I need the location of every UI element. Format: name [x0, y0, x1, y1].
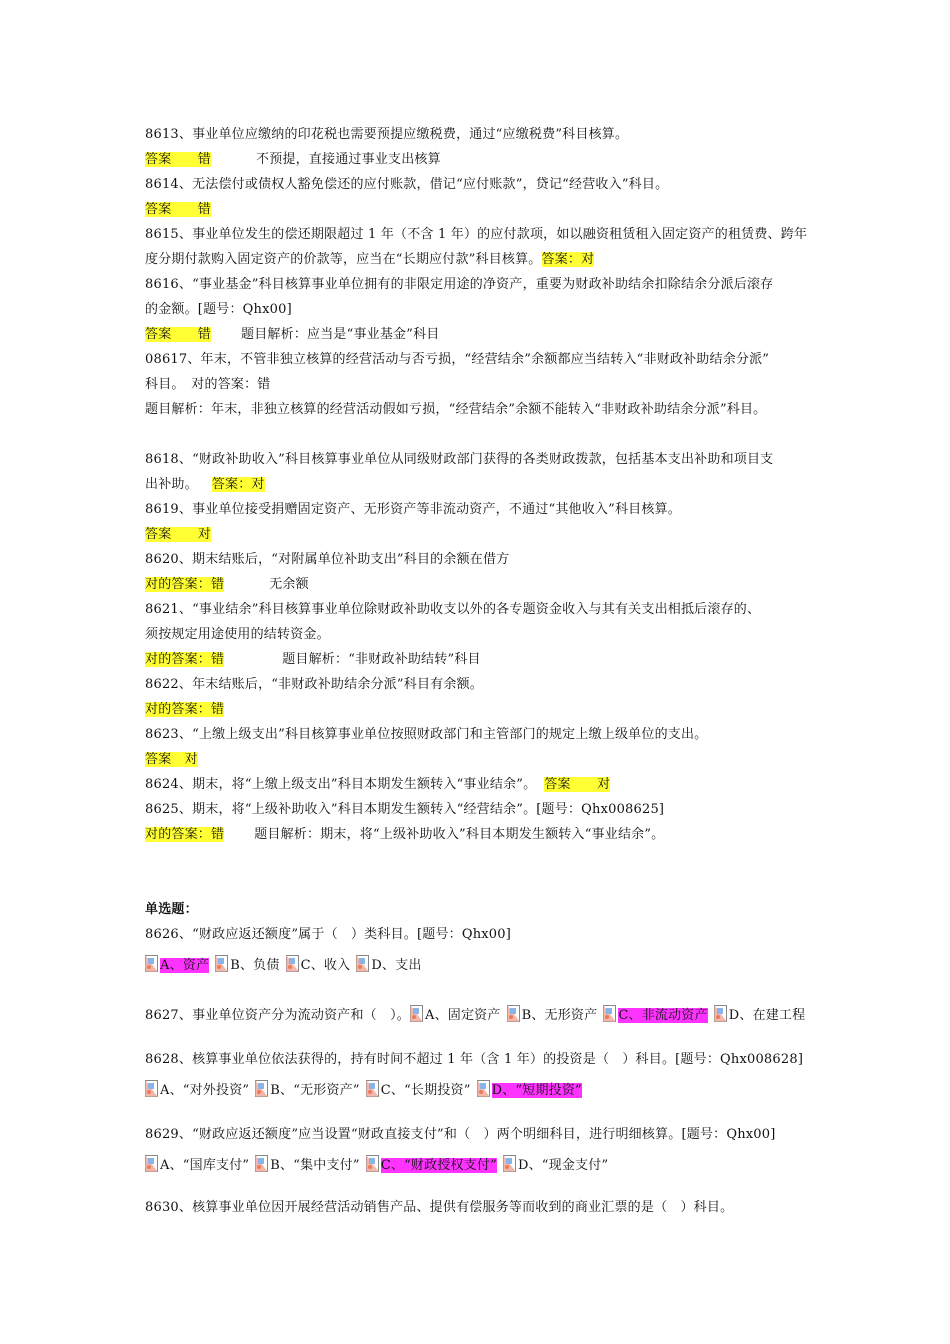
answer-badge: 答案 错 [145, 202, 212, 217]
section-title: 单选题： [145, 902, 198, 917]
option-d[interactable]: D、“现金支付” [517, 1158, 609, 1173]
answer-note: 题目解析：期末，将“上级补助收入”科目本期发生额转入“事业结余”。 [254, 827, 665, 842]
question-text: 08617、年末，不管非独立核算的经营活动与否亏损，“经营结余”余额都应当结转入“非财政补助结余分派” [145, 352, 770, 367]
answer-note: 不预提，直接通过事业支出核算 [256, 152, 441, 167]
question-8617-line1 [145, 351, 769, 369]
answer-line-8623 [145, 751, 198, 769]
answer-badge: 对的答案：错 [145, 827, 225, 842]
broken-image-icon [286, 955, 300, 973]
question-text: 8614、无法偿付或债权人豁免偿还的应付账款，借记“应付账款”，贷记“经营收入”科目。 [145, 177, 669, 192]
option-b[interactable]: B、“无形资产” [270, 1083, 360, 1098]
question-text: 科目。 对的答案：错 [145, 377, 271, 392]
question-text: 8630、核算事业单位因开展经营活动销售产品、提供有偿服务等而收到的商业汇票的是（ ）科目。 [145, 1200, 734, 1215]
question-8630 [145, 1199, 733, 1217]
question-8628 [145, 1051, 803, 1069]
answer-note: 无余额 [269, 577, 309, 592]
question-8626 [145, 926, 511, 944]
question-8616-line1 [145, 276, 773, 294]
option-a[interactable]: A、固定资产 [424, 1008, 501, 1023]
option-b[interactable]: B、无形资产 [521, 1008, 598, 1023]
broken-image-icon [145, 1155, 159, 1173]
question-8624 [145, 776, 610, 794]
question-8618-line1 [145, 451, 773, 469]
question-text: 8615、事业单位发生的偿还期限超过 1 年（不含 1 年）的应付款项，如以融资租赁租入固定资产的租赁费、跨年 [145, 227, 808, 242]
question-8621-line2 [145, 626, 330, 644]
answer-line-8622 [145, 701, 224, 719]
broken-image-icon [255, 1155, 269, 1173]
question-text: 度分期付款购入固定资产的价款等，应当在“长期应付款”科目核算。 [145, 252, 542, 267]
answer-badge: 答案 对 [145, 752, 198, 767]
answer-badge: 对的答案：错 [145, 702, 225, 717]
question-8615-line1 [145, 226, 807, 244]
question-8627 [145, 1001, 805, 1031]
answer-badge: 答案 对 [145, 527, 212, 542]
question-text: 8620、期末结账后，“对附属单位补助支出”科目的余额在借方 [145, 552, 510, 567]
question-text: 须按规定用途使用的结转资金。 [145, 627, 330, 642]
question-8614 [145, 176, 668, 194]
question-8619 [145, 501, 681, 519]
option-a[interactable]: A、“对外投资” [160, 1083, 250, 1098]
option-d[interactable]: D、“短期投资” [491, 1083, 582, 1098]
option-d[interactable]: D、在建工程 [728, 1008, 806, 1023]
question-8616-line2 [145, 301, 292, 319]
option-b[interactable]: B、负债 [230, 958, 280, 973]
question-text: 8618、“财政补助收入”科目核算事业单位从同级财政部门获得的各类财政拨款，包括基本支出补助和项目支 [145, 452, 774, 467]
answer-badge: 对的答案：错 [145, 652, 225, 667]
question-8622 [145, 676, 483, 694]
option-d[interactable]: D、支出 [371, 958, 422, 973]
answer-badge: 对的答案：错 [145, 577, 225, 592]
answer-badge: 答案：对 [541, 252, 595, 267]
question-text: 8621、“事业结余”科目核算事业单位除财政补助收支以外的各专题资金收入与其有关支出相抵后滚存的、 [145, 602, 761, 617]
answer-line-8619 [145, 526, 211, 544]
question-text: 8623、“上缴上级支出”科目核算事业单位按照财政部门和主管部门的规定上缴上级单位的支出。 [145, 727, 708, 742]
answer-line-8614 [145, 201, 211, 219]
broken-image-icon [410, 1005, 424, 1023]
question-8615-line2 [145, 251, 594, 269]
question-text: 的金额。[题号：Qhx00] [145, 302, 292, 317]
options-8629 [145, 1151, 608, 1181]
answer-line-8616 [145, 326, 440, 344]
answer-badge: 答案 对 [544, 777, 611, 792]
answer-badge: 答案 错 [145, 327, 212, 342]
broken-image-icon [366, 1155, 380, 1173]
question-8620 [145, 551, 509, 569]
options-8626 [145, 951, 422, 981]
question-text: 8626、“财政应返还额度”属于（ ）类科目。[题号：Qhx00] [145, 927, 512, 942]
question-text: 8627、事业单位资产分为流动资产和（ ）。 [145, 1008, 410, 1023]
broken-image-icon [507, 1005, 521, 1023]
answer-note: 题目解析：应当是“事业基金”科目 [241, 327, 440, 342]
question-8617-line3 [145, 401, 766, 419]
broken-image-icon [356, 955, 370, 973]
question-8629 [145, 1126, 776, 1144]
question-text: 出补助。 [145, 477, 198, 492]
answer-note: 题目解析：“非财政补助结转”科目 [282, 652, 481, 667]
broken-image-icon [145, 955, 159, 973]
broken-image-icon [366, 1080, 380, 1098]
answer-line-8625 [145, 826, 664, 844]
option-c[interactable]: C、非流动资产 [618, 1008, 708, 1023]
answer-badge: 答案 错 [145, 152, 212, 167]
broken-image-icon [603, 1005, 617, 1023]
option-b[interactable]: B、“集中支付” [270, 1158, 360, 1173]
answer-note: 题目解析：年末，非独立核算的经营活动假如亏损，“经营结余”余额不能转入“非财政补助结余分派”科目。 [145, 402, 767, 417]
option-a[interactable]: A、“国库支付” [160, 1158, 250, 1173]
question-8617-line2 [145, 376, 271, 394]
question-text: 8622、年末结账后，“非财政补助结余分派”科目有余额。 [145, 677, 483, 692]
broken-image-icon [503, 1155, 517, 1173]
answer-line-8620 [145, 576, 309, 594]
question-text: 8616、“事业基金”科目核算事业单位拥有的非限定用途的净资产，重要为财政补助结余扣除结余分派后滚存 [145, 277, 774, 292]
broken-image-icon [477, 1080, 491, 1098]
broken-image-icon [255, 1080, 269, 1098]
option-c[interactable]: C、收入 [300, 958, 351, 973]
answer-badge: 答案：对 [211, 477, 265, 492]
question-8625 [145, 801, 664, 819]
broken-image-icon [215, 955, 229, 973]
question-8613 [145, 126, 628, 144]
question-text: 8629、“财政应返还额度”应当设置“财政直接支付”和（ ）两个明细科目，进行明细核算。[题号：Qhx00] [145, 1127, 776, 1142]
option-c[interactable]: C、“长期投资” [380, 1083, 471, 1098]
question-text: 8624、期末，将“上缴上级支出”科目本期发生额转入“事业结余”。 [145, 777, 537, 792]
option-c[interactable]: C、“财政授权支付” [380, 1158, 497, 1173]
question-8623 [145, 726, 707, 744]
question-text: 8619、事业单位接受捐赠固定资产、无形资产等非流动资产，不通过“其他收入”科目核算。 [145, 502, 681, 517]
question-text: 8613、事业单位应缴纳的印花税也需要预提应缴税费，通过“应缴税费”科目核算。 [145, 127, 629, 142]
question-text: 8628、核算事业单位依法获得的，持有时间不超过 1 年（含 1 年）的投资是（ ）科目。[题号：Qhx008628] [145, 1052, 804, 1067]
question-8621-line1 [145, 601, 760, 619]
broken-image-icon [145, 1080, 159, 1098]
question-8618-line2 [145, 476, 265, 494]
question-text: 8625、期末，将“上级补助收入”科目本期发生额转入“经营结余”。[题号：Qhx008625] [145, 802, 665, 817]
answer-line-8613 [145, 151, 441, 169]
answer-line-8621 [145, 651, 481, 669]
option-a[interactable]: A、资产 [160, 958, 210, 973]
broken-image-icon [714, 1005, 728, 1023]
options-8628 [145, 1076, 582, 1106]
